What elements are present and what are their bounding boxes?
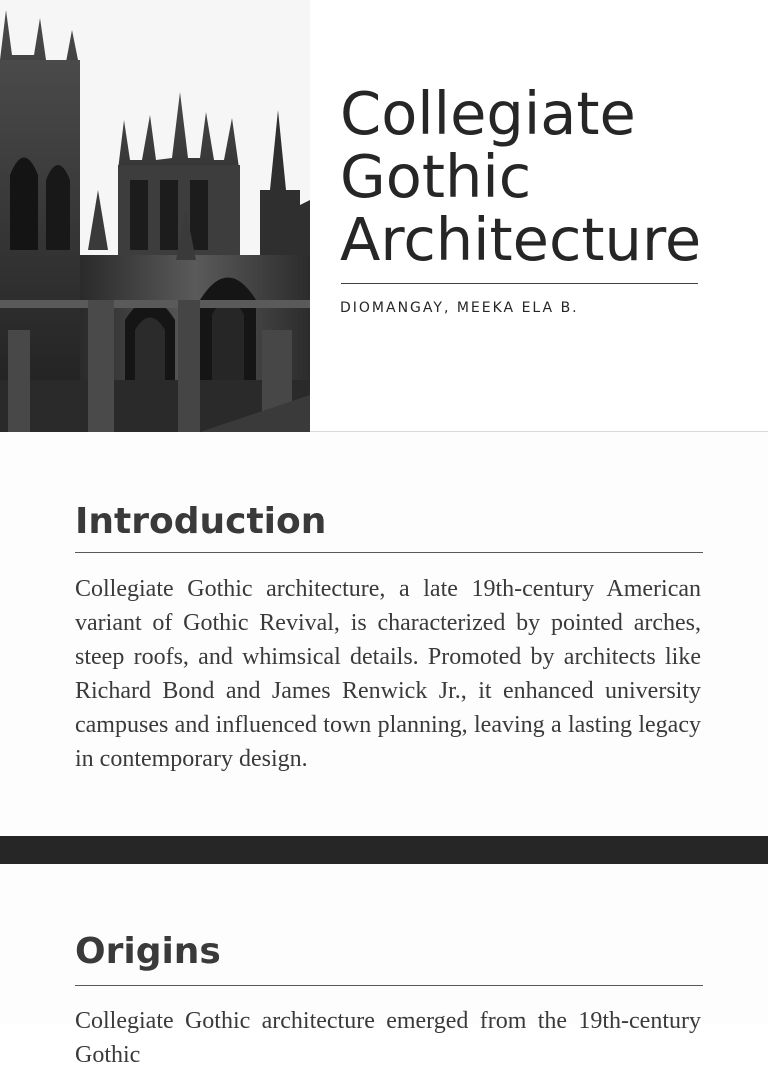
- origins-divider: [75, 985, 703, 986]
- author-name: DIOMANGAY, MEEKA ELA B.: [340, 300, 579, 316]
- introduction-slide: [0, 432, 768, 836]
- slide-separator: [0, 836, 768, 864]
- origins-slide: [0, 864, 768, 1068]
- presentation-title: Collegiate Gothic Architecture: [340, 79, 702, 274]
- title-divider: [341, 283, 698, 284]
- title-slide: [0, 0, 768, 432]
- introduction-divider: [75, 552, 703, 553]
- introduction-body: Collegiate Gothic architecture, a late 19th-century American variant of Gothic Revival, is characterized by pointed arches, steep roofs, and whimsical details. Promoted by architects like Richard Bond and James Renwick Jr., it enhanced university campuses and influenced town planning, leaving a lasting legacy in contemporary design.: [75, 576, 701, 772]
- introduction-heading: Introduction: [75, 501, 327, 542]
- cathedral-photo: [0, 0, 310, 432]
- origins-heading: Origins: [75, 931, 221, 972]
- origins-body: Collegiate Gothic architecture emerged from the 19th-century Gothic: [75, 1008, 701, 1068]
